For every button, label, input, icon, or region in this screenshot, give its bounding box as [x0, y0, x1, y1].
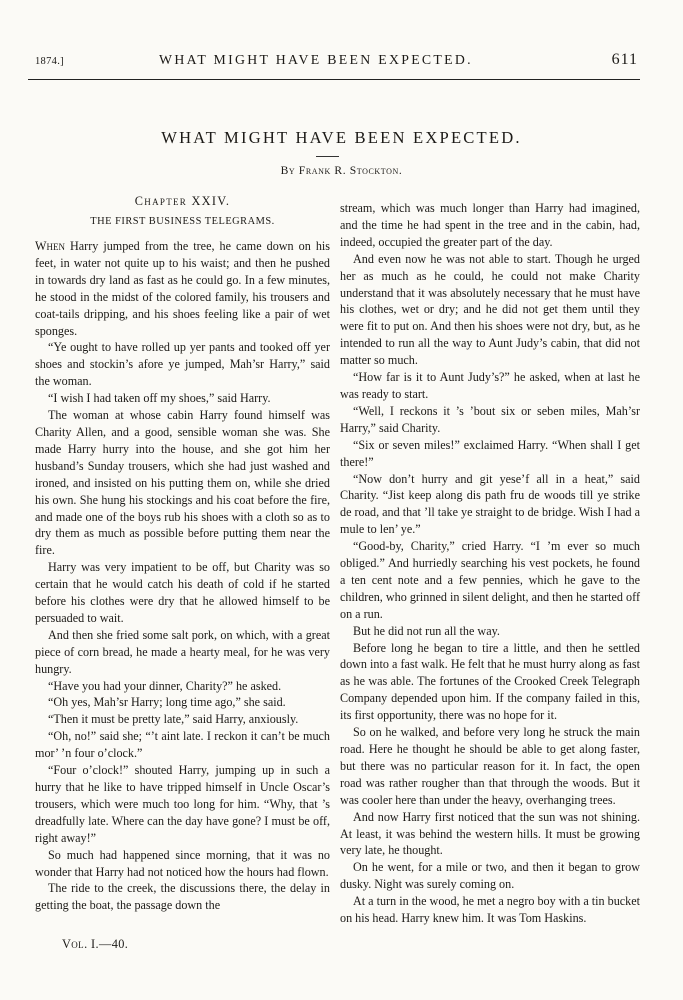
paragraph: “Now don’t hurry and git yese’f all in a heat,” said Charity. “Jist keep along dis path fru de woods till ye strike de road, and that ’ll take ye straight to de bridge. Wish I had a mule to len’ ye.”	[340, 471, 641, 537]
paragraph: “Oh yes, Mah’sr Harry; long time ago,” she said.	[48, 695, 286, 710]
paragraph: Before long he began to tire a little, and then he settled down into a fast walk. He felt that he must hurry along as fast as he was able. The fortunes of the Crooked Creek Telegraph Company depended upon him. If the company failed in this, its first opportunity, there was no hope for it.	[340, 640, 640, 723]
right-column	[340, 200, 640, 927]
signature-mark: Vol. I.—40.	[62, 937, 129, 951]
header-date: 1874.]	[35, 56, 64, 67]
opening-paragraph	[35, 238, 330, 339]
chapter-heading: Chapter XXIV.	[134, 194, 231, 208]
paragraph: “How far is it to Aunt Judy’s?” he asked, when at last he was ready to start.	[340, 370, 640, 401]
running-header	[35, 51, 638, 73]
paragraph: “I wish I had taken off my shoes,” said Harry.	[48, 391, 271, 406]
header-rule	[28, 79, 640, 80]
paragraph: At a turn in the wood, he met a negro boy with a tin bucket on his head. Harry knew him. It was Tom Haskins.	[340, 894, 640, 926]
paragraph: On he went, for a mile or two, and then it began to grow dusky. Night was surely coming on.	[340, 860, 640, 892]
page-number: 611	[611, 51, 638, 68]
paragraph: And now Harry first noticed that the sun was not shining. At least, it was behind the western hills. It must be growing very late, he thought.	[340, 809, 640, 858]
paragraph: The ride to the creek, the discussions there, the delay in getting the boat, the passage down the	[35, 881, 330, 913]
paragraph: But he did not run all the way.	[353, 623, 500, 638]
paragraph: “Have you had your dinner, Charity?” he asked.	[48, 678, 282, 693]
paragraph: “Good-by, Charity,” cried Harry. “I ’m ever so much obliged.” And hurriedly searching his vest pockets, he found a ten cent note and a few pennies, which he gave to the children, who grinned in silent delight, and then he started off on a run.	[340, 539, 640, 621]
left-column	[35, 238, 330, 914]
byline: By Frank R. Stockton.	[280, 164, 403, 177]
chapter-subheading: THE FIRST BUSINESS TELEGRAMS.	[90, 216, 275, 227]
running-title: WHAT MIGHT HAVE BEEN EXPECTED.	[159, 52, 473, 67]
paragraph: And then she fried some salt pork, on which, with a great piece of corn bread, he made a hearty meal, for he was very hungry.	[35, 627, 330, 676]
continued-paragraph: stream, which was much longer than Harry had imagined, and the time he had spent in the tree and in the cabin, had, indeed, occupied the greater part of the day.	[340, 201, 640, 249]
paragraph: And even now he was not able to start. Though he urged her as much as he could, he could not make Charity understand that it was absolutely necessary that he must have his clothes, wet or dry; and he did not get them until they were fit to put on. And then his shoes were not dry, but, as he intended to run all the way to Aunt Judy’s cabin, that did not matter so much.	[340, 251, 640, 368]
paragraph: “Oh, no!” said she; “’t aint late. I reckon it can’t be much mor’ ’n four o’clock.”	[35, 729, 330, 761]
paragraph: “Ye ought to have rolled up yer pants and tooked off yer shoes and stockin’s afore ye jumped, Mah’sr Harry,” said the woman.	[35, 340, 330, 389]
paragraph: “Six or seven miles!” exclaimed Harry. “When shall I get there!”	[340, 437, 640, 469]
paragraph: So on he walked, and before very long he struck the main road. Here he thought he should be able to get along faster, but there was no particular reason for it. In fact, the open road was rather rougher than that through the woods. But it was cooler here than under the heavy, overhanging trees.	[340, 725, 640, 807]
paragraph: Harry was very impatient to be off, but Charity was so certain that he would catch his death of cold if he started before his clothes were dry that he allowed himself to be persuaded to wait.	[35, 560, 330, 625]
paragraph: The woman at whose cabin Harry found himself was Charity Allen, and a good, sensible woman she was. She made Harry hurry into the house, and she got him her husband’s Sunday trousers, which she had just washed and ironed, and insisted on his putting them on, while she dried his own. She hung his stockings and his coat before the fire, and made one of the boys rub his shoes with a cloth so as to dry them as much as possible before putting them near the fire.	[35, 408, 330, 558]
paragraph: “Well, I reckons it ’s ’bout six or seben miles, Mah’sr Harry,” said Charity.	[340, 403, 640, 435]
drop-word: When	[35, 239, 65, 253]
paragraph: “Four o’clock!” shouted Harry, jumping up in such a hurry that he like to have tripped himself in Uncle Oscar’s trousers, which were much too long for him. “Why, that ’s dreadfully late. Where can the day have gone? I must be off, right away!”	[35, 763, 330, 845]
title-divider	[316, 156, 339, 157]
article-title: WHAT MIGHT HAVE BEEN EXPECTED.	[161, 128, 522, 147]
paragraph: So much had happened since morning, that it was no wonder that Harry had not noticed how the hours had flown.	[35, 847, 330, 879]
opening-text: Harry jumped from the tree, he came down on his feet, in water not quite up to his waist; and then he pushed in towards dry land as fast as he could go. In a few minutes, he stood in the midst of the colored family, his trousers and coat-tails dripping, and his shoes feeling like a pair of wet sponges.	[35, 239, 330, 338]
paragraph: “Then it must be pretty late,” said Harry, anxiously.	[48, 712, 299, 727]
